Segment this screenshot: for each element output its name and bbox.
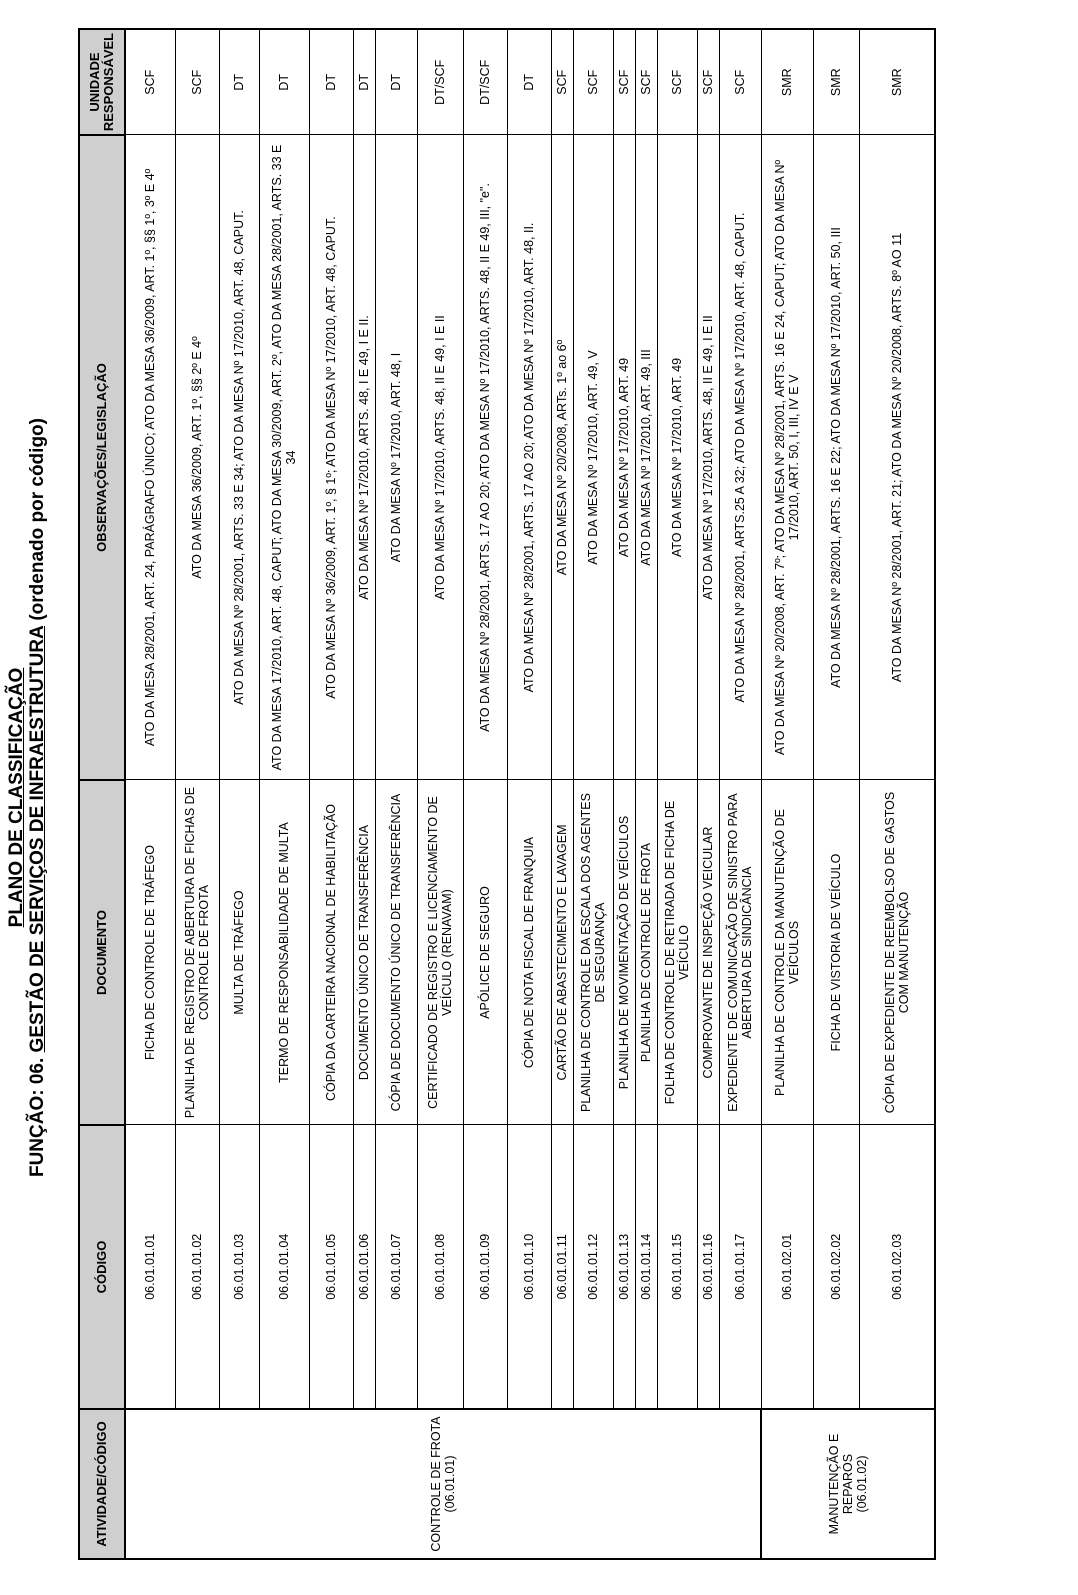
activity-name: CONTROLE DE FROTA <box>429 1416 443 1552</box>
observations-cell: ATO DA MESA Nº 28/2001, ARTS. 33 E 34; ATO DA MESA Nº 17/2010, ART. 48, CAPUT. <box>219 135 259 780</box>
activity-name: MANUTENÇÃO E REPAROS <box>827 1433 855 1535</box>
table-row <box>761 29 813 1559</box>
document-cell: FICHA DE VISTORIA DE VEÍCULO <box>813 780 859 1125</box>
document-cell: FOLHA DE CONTROLE DE RETIRADA DE FICHA DE VEÍCULO <box>657 780 697 1125</box>
code-cell: 06.01.01.16 <box>697 1125 719 1409</box>
unit-cell: SCF <box>175 29 219 135</box>
document-cell: MULTA DE TRÁFEGO <box>219 780 259 1125</box>
activity-code: (06.01.02) <box>855 1455 869 1513</box>
subtitle-suffix: (ordenado por código) <box>27 418 48 626</box>
document-cell: COMPROVANTE DE INSPEÇÃO VEICULAR <box>697 780 719 1125</box>
unit-cell: SMR <box>859 29 935 135</box>
code-cell: 06.01.01.04 <box>259 1125 309 1409</box>
table-header-row <box>79 29 125 1559</box>
unit-cell: DT/SCF <box>417 29 463 135</box>
document-cell: TERMO DE RESPONSABILIDADE DE MULTA <box>259 780 309 1125</box>
code-cell: 06.01.01.15 <box>657 1125 697 1409</box>
table-row <box>635 29 657 1559</box>
code-cell: 06.01.02.02 <box>813 1125 859 1409</box>
document-cell: DOCUMENTO ÚNICO DE TRANSFERÊNCIA <box>353 780 375 1125</box>
observations-cell: ATO DA MESA 36/2009, ART. 1º, §§ 2º E 4º <box>175 135 219 780</box>
unit-cell: SCF <box>613 29 635 135</box>
table-row <box>813 29 859 1559</box>
observations-cell: ATO DA MESA 28/2001, ART. 24, PARÁGRAFO ÚNICO; ATO DA MESA 36/2009, ART. 1º, §§ 1º, 3º E 4º <box>125 135 175 780</box>
observations-cell: ATO DA MESA Nº 17/2010, ART. 49, V <box>573 135 613 780</box>
observations-cell: ATO DA MESA Nº 28/2001, ART. 21; ATO DA MESA Nº 20/2008, ARTS. 8º AO 11 <box>859 135 935 780</box>
header-documento: DOCUMENTO <box>79 780 125 1125</box>
code-cell: 06.01.01.07 <box>375 1125 417 1409</box>
table-body <box>125 29 935 1559</box>
document-cell: PLANILHA DE CONTROLE DA MANUTENÇÃO DE VEÍCULOS <box>761 780 813 1125</box>
table-row <box>507 29 551 1559</box>
code-cell: 06.01.01.01 <box>125 1125 175 1409</box>
observations-cell: ATO DA MESA Nº 17/2010, ART. 49, III <box>635 135 657 780</box>
code-cell: 06.01.01.03 <box>219 1125 259 1409</box>
table-row <box>573 29 613 1559</box>
activity-cell <box>761 1409 935 1559</box>
observations-cell: ATO DA MESA Nº 17/2010, ART. 49 <box>613 135 635 780</box>
table-row <box>551 29 573 1559</box>
page-header <box>6 0 49 1595</box>
code-cell: 06.01.01.10 <box>507 1125 551 1409</box>
observations-cell: ATO DA MESA Nº 36/2009, ART. 1º, § 1º; ATO DA MESA Nº 17/2010, ART. 48, CAPUT. <box>309 135 353 780</box>
document-cell: CÓPIA DA CARTEIRA NACIONAL DE HABILITAÇÃO <box>309 780 353 1125</box>
header-atividade: ATIVIDADE/CÓDIGO <box>79 1409 125 1559</box>
activity-code: (06.01.01) <box>443 1455 457 1513</box>
unit-cell: SCF <box>125 29 175 135</box>
observations-cell: ATO DA MESA Nº 28/2001, ARTS. 17 AO 20; ATO DA MESA Nº 17/2010, ARTS. 48, II E 49, III, "e". <box>463 135 507 780</box>
table-row <box>375 29 417 1559</box>
table-row <box>697 29 719 1559</box>
observations-cell: ATO DA MESA Nº 20/2008, ART. 7º; ATO DA MESA Nº 28/2001, ARTS. 16 E 24, CAPUT; ATO DA MESA Nº 17/2010, ART. 50, I, III, IV E V <box>761 135 813 780</box>
unit-cell: DT <box>259 29 309 135</box>
unit-cell: DT <box>375 29 417 135</box>
observations-cell: ATO DA MESA Nº 17/2010, ARTS. 48, II E 49, I E II <box>697 135 719 780</box>
activity-cell <box>125 1409 761 1559</box>
code-cell: 06.01.01.13 <box>613 1125 635 1409</box>
unit-cell: SCF <box>573 29 613 135</box>
code-cell: 06.01.01.12 <box>573 1125 613 1409</box>
subtitle-prefix: FUNÇÃO: 06. <box>27 1052 48 1178</box>
unit-cell: DT <box>507 29 551 135</box>
unit-cell: DT <box>353 29 375 135</box>
subtitle-main: GESTÃO DE SERVIÇOS DE INFRAESTRUTURA <box>27 625 48 1053</box>
document-cell: CÓPIA DE NOTA FISCAL DE FRANQUIA <box>507 780 551 1125</box>
document-cell: CERTIFICADO DE REGISTRO E LICENCIAMENTO DE VEÍCULO (RENAVAM) <box>417 780 463 1125</box>
document-cell: FICHA DE CONTROLE DE TRÁFEGO <box>125 780 175 1125</box>
classification-table <box>78 28 936 1560</box>
page-subtitle <box>27 0 49 1595</box>
header-observacoes: OBSERVAÇÕES/LEGISLAÇÃO <box>79 135 125 780</box>
unit-cell: DT <box>309 29 353 135</box>
observations-cell: ATO DA MESA Nº 17/2010, ARTS. 48, I E 49, I E II. <box>353 135 375 780</box>
table-row <box>309 29 353 1559</box>
observations-cell: ATO DA MESA Nº 20/2008, ARTs. 1º ao 6º <box>551 135 573 780</box>
table-row <box>463 29 507 1559</box>
unit-cell: SMR <box>761 29 813 135</box>
code-cell: 06.01.01.02 <box>175 1125 219 1409</box>
document-cell: PLANILHA DE REGISTRO DE ABERTURA DE FICHAS DE CONTROLE DE FROTA <box>175 780 219 1125</box>
document-cell: PLANILHA DE CONTROLE DE FROTA <box>635 780 657 1125</box>
table-row <box>613 29 635 1559</box>
table-row <box>219 29 259 1559</box>
code-cell: 06.01.01.11 <box>551 1125 573 1409</box>
code-cell: 06.01.01.06 <box>353 1125 375 1409</box>
document-cell: CÓPIA DE DOCUMENTO ÚNICO DE TRANSFERÊNCIA <box>375 780 417 1125</box>
observations-cell: ATO DA MESA Nº 28/2001, ARTS. 16 E 22; ATO DA MESA Nº 17/2010, ART. 50, III <box>813 135 859 780</box>
document-cell: CÓPIA DE EXPEDIENTE DE REEMBOLSO DE GASTOS COM MANUTENÇÃO <box>859 780 935 1125</box>
observations-cell: ATO DA MESA Nº 17/2010, ARTS. 48, II E 49, I E II <box>417 135 463 780</box>
observations-cell: ATO DA MESA Nº 28/2001, ARTS.25 A 32; ATO DA MESA Nº 17/2010, ART. 48, CAPUT. <box>719 135 761 780</box>
unit-cell: SCF <box>657 29 697 135</box>
table-row <box>259 29 309 1559</box>
code-cell: 06.01.01.09 <box>463 1125 507 1409</box>
code-cell: 06.01.01.08 <box>417 1125 463 1409</box>
unit-cell: SCF <box>551 29 573 135</box>
code-cell: 06.01.02.03 <box>859 1125 935 1409</box>
observations-cell: ATO DA MESA Nº 28/2001, ARTS. 17 AO 20; ATO DA MESA Nº 17/2010, ART. 48, II. <box>507 135 551 780</box>
unit-cell: SCF <box>697 29 719 135</box>
unit-cell: SMR <box>813 29 859 135</box>
observations-cell: ATO DA MESA Nº 17/2010, ART. 49 <box>657 135 697 780</box>
code-cell: 06.01.01.14 <box>635 1125 657 1409</box>
page-title: PLANO DE CLASSIFICAÇÃO <box>6 667 27 928</box>
observations-cell: ATO DA MESA Nº 17/2010, ART. 48, I <box>375 135 417 780</box>
table-row <box>719 29 761 1559</box>
document-cell: EXPEDIENTE DE COMUNICAÇÃO DE SINISTRO PARA ABERTURA DE SINDICÂNCIA <box>719 780 761 1125</box>
unit-cell: SCF <box>635 29 657 135</box>
unit-cell: DT <box>219 29 259 135</box>
code-cell: 06.01.02.01 <box>761 1125 813 1409</box>
document-cell: APÓLICE DE SEGURO <box>463 780 507 1125</box>
observations-cell: ATO DA MESA 17/2010, ART. 48, CAPUT; ATO DA MESA 30/2009, ART. 2º, ATO DA MESA 28/2001, ARTS. 33 E 34 <box>259 135 309 780</box>
table-row <box>175 29 219 1559</box>
document-cell: PLANILHA DE MOVIMENTAÇÃO DE VEÍCULOS <box>613 780 635 1125</box>
header-codigo: CÓDIGO <box>79 1125 125 1409</box>
document-cell: CARTÃO DE ABASTECIMENTO E LAVAGEM <box>551 780 573 1125</box>
table-row <box>417 29 463 1559</box>
code-cell: 06.01.01.17 <box>719 1125 761 1409</box>
table-row <box>859 29 935 1559</box>
code-cell: 06.01.01.05 <box>309 1125 353 1409</box>
table-row <box>657 29 697 1559</box>
header-unidade: UNIDADE RESPONSÁVEL <box>79 29 125 135</box>
document-cell: PLANILHA DE CONTROLE DA ESCALA DOS AGENTES DE SEGURANÇA <box>573 780 613 1125</box>
unit-cell: SCF <box>719 29 761 135</box>
unit-cell: DT/SCF <box>463 29 507 135</box>
table-row <box>125 29 175 1559</box>
table-row <box>353 29 375 1559</box>
